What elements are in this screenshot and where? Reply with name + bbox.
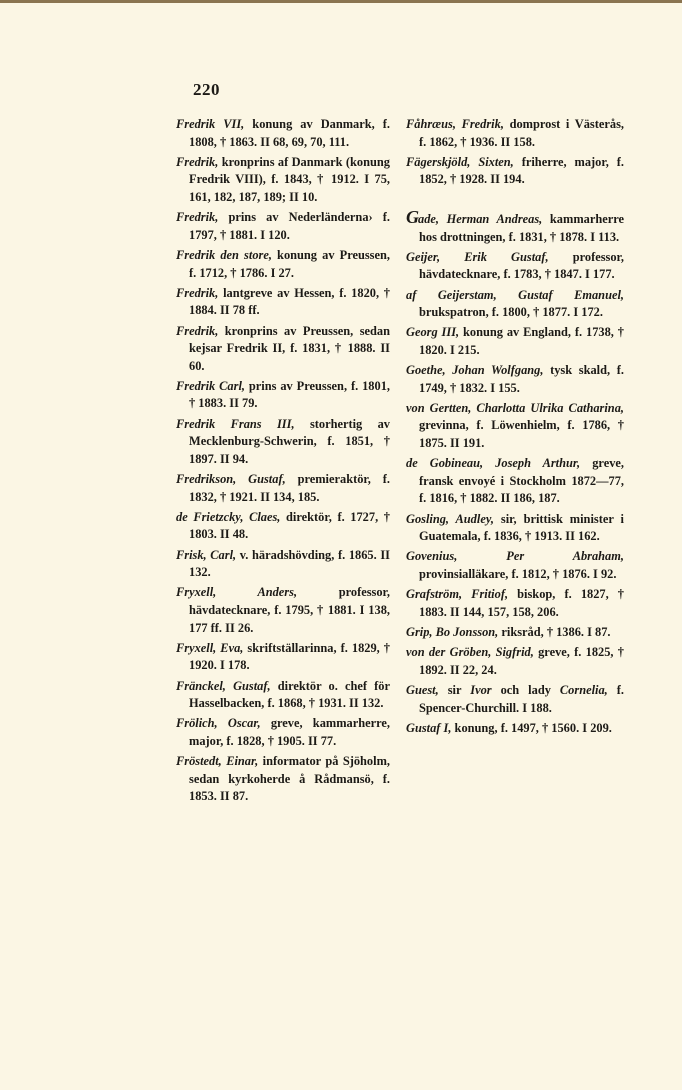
entry-name: Fredrik,	[176, 154, 219, 169]
entry-name: von der Gröben, Sigfrid,	[406, 645, 534, 660]
entry-name: Fryxell, Anders,	[176, 585, 298, 600]
page-top-edge	[0, 0, 682, 3]
entry-name: Fredrikson, Gustaf,	[176, 472, 286, 487]
entry-name: von Gertten, Charlotta Ulrika Catharina,	[406, 400, 624, 415]
entry-details: och lady	[491, 682, 560, 697]
index-entry	[406, 249, 624, 284]
entry-details: kronprins av Preussen, sedan kejsar Fredrik II, f. 1831, † 1888. II 60.	[189, 323, 390, 373]
index-entry	[176, 378, 390, 413]
entry-details: greve, fransk envoyé i Stockholm 1872—77, f. 1816, † 1882. II 186, 187.	[419, 456, 624, 506]
entry-name: Fredrik Frans III,	[176, 416, 295, 431]
entry-details: professor, hävdatecknare, f. 1783, † 1847. I 177.	[419, 249, 624, 282]
index-entry	[406, 455, 624, 508]
index-entry	[176, 416, 390, 469]
entry-name: Fredrik Carl,	[176, 378, 245, 393]
index-entry	[176, 640, 390, 675]
entry-name: de Frietzcky, Claes,	[176, 509, 281, 524]
index-entry	[406, 324, 624, 359]
entry-name: af Geijerstam, Gustaf Emanuel,	[406, 287, 624, 302]
entry-name: Fredrik,	[176, 210, 219, 225]
entry-name: Gustaf I,	[406, 720, 452, 735]
entry-name: Fredrik VII,	[176, 117, 245, 131]
index-entry	[176, 116, 390, 151]
entry-details: grevinna, f. Löwenhielm, f. 1786, † 1875. II 191.	[419, 418, 624, 451]
index-entry	[406, 548, 624, 583]
entry-name: Fredrik,	[176, 285, 219, 300]
entry-details: v. häradshövding, f. 1865. II 132.	[189, 547, 390, 580]
entry-name: Grafström, Fritiof,	[406, 587, 509, 602]
index-entry	[176, 715, 390, 750]
entry-details: friherre, major, f. 1852, † 1928. II 194.	[419, 154, 624, 187]
index-entry	[176, 209, 390, 244]
index-entry	[176, 753, 390, 806]
entry-details: kammarherre hos drottningen, f. 1831, † 1878. I 113.	[419, 211, 625, 244]
index-entry	[176, 154, 390, 207]
entry-name: Geijer, Erik Gustaf,	[406, 249, 549, 264]
index-entry	[406, 400, 624, 453]
entry-name: Fredrik,	[176, 323, 219, 338]
index-entry	[176, 471, 390, 506]
entry-details: prins av Preussen, f. 1801, † 1883. II 79.	[189, 378, 390, 411]
index-column-right	[406, 116, 624, 740]
index-entry	[176, 247, 390, 282]
entry-details: konung av England, f. 1738, † 1820. I 215.	[419, 325, 624, 357]
index-entry	[406, 586, 624, 621]
index-entry	[406, 116, 624, 151]
entry-details: premieraktör, f. 1832, † 1921. II 134, 185.	[189, 472, 390, 504]
section-initial: G	[406, 206, 418, 227]
index-entry	[406, 287, 624, 322]
index-entry	[176, 323, 390, 376]
entry-details: kronprins af Danmark (konung Fredrik VIII), f. 1843, † 1912. I 75, 161, 182, 187, 189; II 10.	[189, 154, 390, 204]
entry-details: greve, kammarherre, major, f. 1828, † 1905. II 77.	[189, 716, 390, 748]
entry-details: informator på Sjöholm, sedan kyrkoherde å Rådmansö, f. 1853. II 87.	[189, 754, 390, 804]
entry-details: professor, hävdatecknare, f. 1795, † 1881. I 138, 177 ff. II 26.	[189, 585, 391, 635]
index-entry	[406, 154, 624, 189]
index-entry	[176, 509, 390, 544]
entry-name: Frisk, Carl,	[176, 547, 237, 562]
entry-details: domprost i Västerås, f. 1862, † 1936. II 158.	[419, 117, 624, 149]
index-entry	[176, 584, 390, 637]
entry-details: prins av Nederländerna› f. 1797, † 1881. I 120.	[189, 210, 390, 242]
entry-name: ade, Herman Andreas,	[418, 211, 543, 226]
entry-name: Fåhræus, Fredrik,	[406, 117, 504, 131]
index-entry	[176, 678, 390, 713]
index-entry	[406, 624, 624, 642]
entry-details: riksråd, † 1386. I 87.	[498, 624, 611, 639]
entry-details: direktör o. chef för Hasselbacken, f. 1868, † 1931. II 132.	[189, 678, 391, 711]
entry-details: skriftställarinna, f. 1829, † 1920. I 178.	[189, 640, 390, 673]
index-entry	[406, 720, 624, 738]
index-entry	[176, 547, 390, 582]
entry-name: Fröstedt, Einar,	[176, 754, 259, 769]
entry-details: storhertig av Mecklenburg-Schwerin, f. 1851, † 1897. II 94.	[189, 416, 391, 466]
index-entry	[406, 362, 624, 397]
entry-name: Guest,	[406, 682, 439, 697]
page-number: 220	[193, 80, 220, 99]
entry-name: Fryxell, Eva,	[176, 640, 244, 655]
entry-name: Cornelia,	[559, 682, 608, 697]
entry-details: konung av Danmark, f. 1808, † 1863. II 68, 69, 70, 111.	[189, 117, 390, 149]
index-entry	[406, 206, 625, 246]
index-entry	[406, 682, 624, 717]
entry-details: konung av Preussen, f. 1712, † 1786. I 27.	[189, 247, 390, 280]
entry-name: Fränckel, Gustaf,	[176, 678, 271, 693]
entry-details: sir, brittisk minister i Guatemala, f. 1836, † 1913. II 162.	[419, 511, 624, 544]
index-entry	[176, 285, 390, 320]
entry-details: direktör, f. 1727, † 1803. II 48.	[189, 509, 390, 542]
entry-details: brukspatron, f. 1800, † 1877. I 172.	[419, 305, 603, 320]
entry-name: de Gobineau, Joseph Arthur,	[406, 456, 581, 471]
entry-name: Grip, Bo Jonsson,	[406, 624, 499, 639]
index-column-left	[176, 116, 390, 808]
entry-name: Fägerskjöld, Sixten,	[406, 154, 514, 169]
entry-details: provinsialläkare, f. 1812, † 1876. I 92.	[419, 567, 617, 581]
entry-name: Gosling, Audley,	[406, 511, 494, 526]
entry-details: konung, f. 1497, † 1560. I 209.	[451, 720, 612, 735]
entry-details: f. Spencer-Churchill. I 188.	[419, 682, 624, 715]
entry-name: Goethe, Johan Wolfgang,	[406, 363, 544, 378]
entry-details: greve, f. 1825, † 1892. II 22, 24.	[419, 645, 624, 677]
entry-name: Ivor	[470, 682, 492, 697]
entry-details: biskop, f. 1827, † 1883. II 144, 157, 158, 206.	[419, 587, 624, 619]
entry-name: Govenius, Per Abraham,	[406, 549, 624, 564]
entry-details: tysk skald, f. 1749, † 1832. I 155.	[419, 363, 624, 395]
index-entry	[406, 644, 624, 679]
entry-name: Georg III,	[406, 325, 460, 340]
entry-details: sir	[438, 682, 471, 697]
entry-name: Fredrik den store,	[176, 247, 272, 262]
entry-name: Frölich, Oscar,	[176, 716, 261, 731]
index-entry	[406, 511, 624, 546]
entry-details: lantgreve av Hessen, f. 1820, † 1884. II 78 ff.	[189, 285, 390, 318]
